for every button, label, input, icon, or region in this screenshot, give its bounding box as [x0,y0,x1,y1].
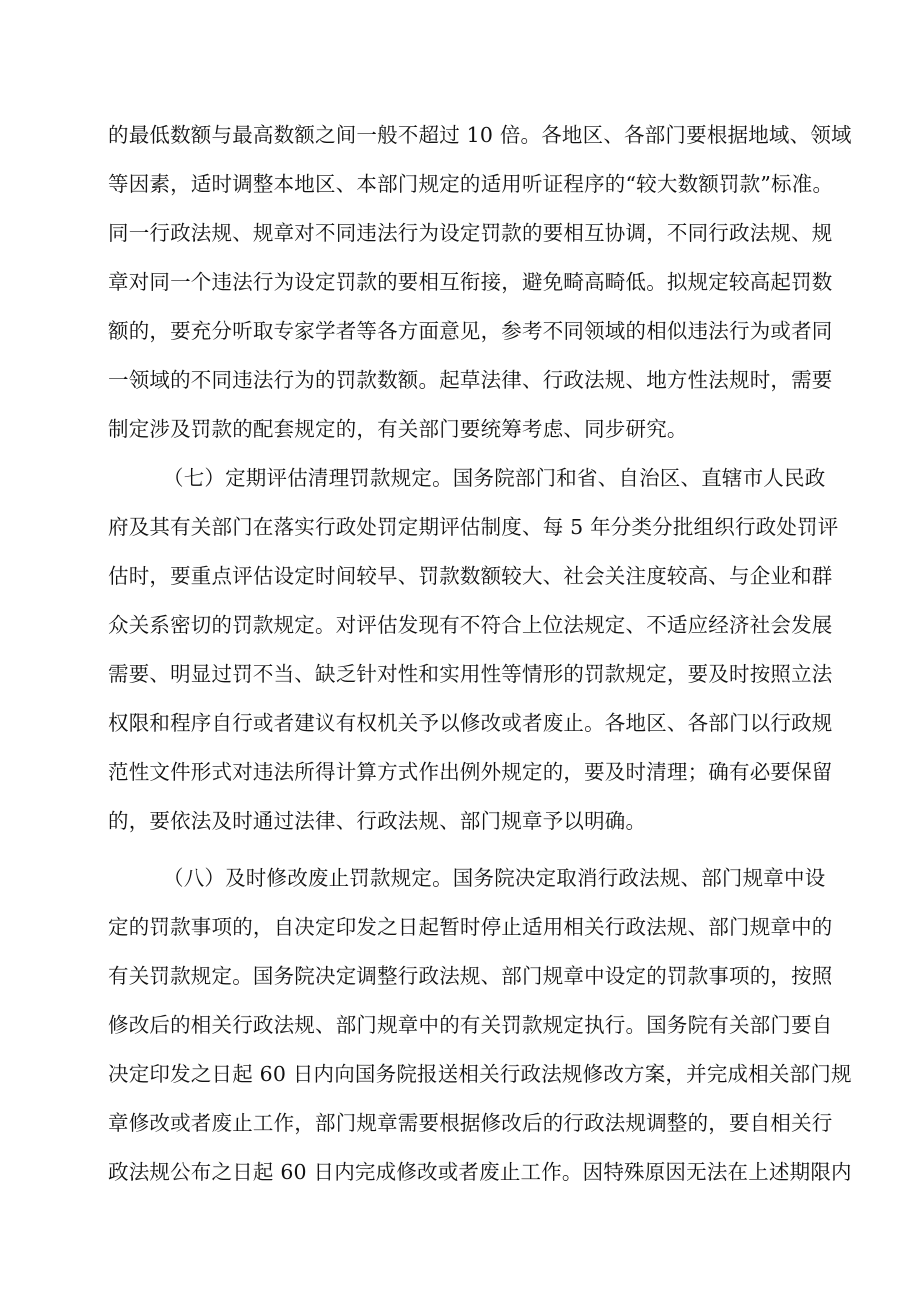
paragraph-line: 章修改或者废止工作，部门规章需要根据修改后的行政法规调整的，要自相关行 [108,1111,833,1135]
paragraph-line: 政法规公布之日起 60 日内完成修改或者废止工作。因特殊原因无法在上述期限内 [108,1160,852,1184]
paragraph-line: 的，要依法及时通过法律、行政法规、部门规章予以明确。 [108,809,647,833]
paragraph-heading-line: （七）定期评估清理罚款规定。国务院部门和省、自治区、直辖市人民政 [163,466,826,490]
paragraph-line: 权限和程序自行或者建议有权机关予以修改或者废止。各地区、各部门以行政规 [108,711,833,735]
paragraph-line: 修改后的相关行政法规、部门规章中的有关罚款规定执行。国务院有关部门要自 [108,1013,833,1037]
paragraph-line: 等因素，适时调整本地区、本部门规定的适用听证程序的“较大数额罚款”标准。 [108,172,834,196]
paragraph-line: 制定涉及罚款的配套规定的，有关部门要统筹考虑、同步研究。 [108,417,688,441]
paragraph-line: 章对同一个违法行为设定罚款的要相互衔接，避免畸高畸低。拟规定较高起罚数 [108,270,833,294]
paragraph-line: 额的，要充分听取专家学者等各方面意见，参考不同领域的相似违法行为或者同 [108,319,833,343]
paragraph-line: 一领域的不同违法行为的罚款数额。起草法律、行政法规、地方性法规时，需要 [108,368,833,392]
paragraph-heading-line: （八）及时修改废止罚款规定。国务院决定取消行政法规、部门规章中设 [163,866,826,890]
paragraph-line: 定的罚款事项的，自决定印发之日起暂时停止适用相关行政法规、部门规章中的 [108,915,833,939]
paragraph-line: 范性文件形式对违法所得计算方式作出例外规定的，要及时清理；确有必要保留 [108,760,833,784]
paragraph-line: 需要、明显过罚不当、缺乏针对性和实用性等情形的罚款规定，要及时按照立法 [108,662,833,686]
paragraph-line: 同一行政法规、规章对不同违法行为设定罚款的要相互协调，不同行政法规、规 [108,221,833,245]
paragraph-line: 决定印发之日起 60 日内向国务院报送相关行政法规修改方案，并完成相关部门规 [108,1062,852,1086]
paragraph-line: 众关系密切的罚款规定。对评估发现有不符合上位法规定、不适应经济社会发展 [108,613,833,637]
paragraph-line: 有关罚款规定。国务院决定调整行政法规、部门规章中设定的罚款事项的，按照 [108,964,833,988]
paragraph-line: 的最低数额与最高数额之间一般不超过 10 倍。各地区、各部门要根据地域、领域 [108,123,852,147]
paragraph-line: 估时，要重点评估设定时间较早、罚款数额较大、社会关注度较高、与企业和群 [108,564,833,588]
paragraph-line: 府及其有关部门在落实行政处罚定期评估制度、每 5 年分类分批组织行政处罚评 [108,515,839,539]
